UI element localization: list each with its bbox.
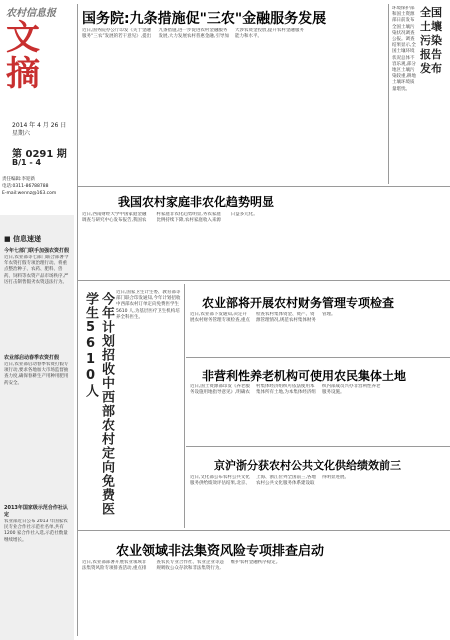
issue-number: 第 0291 期	[12, 149, 67, 160]
sidebar-item-title: 今年七部门联手加强农资打假	[4, 248, 70, 254]
issue-weekday: 星期六	[12, 130, 31, 137]
contact-line: 责任编辑:李迎新	[2, 177, 36, 182]
sidebar-item	[4, 505, 70, 639]
sidebar-item-text: 近日,农业部启动春季农资打假专项行动,要求各地加大市场监督抽查力度,确保春耕生产用种用肥用药安全。	[4, 362, 69, 386]
contact-line: E-mail:wennz@163.com	[2, 191, 57, 196]
article-body: 近日,国土资源部印发《养老服务设施用地指导意见》,明确农村集体经济组织可依法使用本集体所有土地,为本集体经济组织内部成员兴办非营利性养老服务设施。	[190, 384, 381, 396]
article-headline: 农业部将开展农村财务管理专项检查	[202, 296, 395, 310]
article-body: 近日,农业部部署开展农业领域非法集资风险专项排查活动,重点排查农民专业合作社、农业企业等违规吸收公众存款和非法集资行为,维护农村金融秩序稳定。	[82, 560, 281, 572]
lead-body: 近日,国务院办公厅印发《关于金融服务“三农”发展的若干意见》,提出九条措施,进一步促进农村金融服务发展,大力发展农村普惠金融,引导加大涉农资金投放,提升农村金融服务能力和水平。	[82, 28, 304, 40]
divider	[186, 446, 450, 447]
paper-name: 农村信息报	[6, 8, 56, 19]
divider	[77, 4, 78, 636]
contact-line: 电话:0311-86788788	[2, 184, 49, 189]
sidebar-item	[4, 248, 70, 350]
article-headline: 我国农村家庭非农化趋势明显	[118, 195, 275, 209]
divider	[184, 284, 185, 528]
sidebar-item-text: 近日,农业部等七部门联合部署今年农资打假专项治理行动。将重点整治种子、农药、肥料、兽药、饲料等农资产品市场秩序,严厉打击制售假劣农资违法行为。	[4, 255, 69, 285]
issue-date: 2014 年 4 月 26 日	[12, 122, 67, 129]
article-body: 近日,文化部公布农村公共文化服务供给绩效评估结果,北京、上海、浙江位列全国前三,各地农村公共文化服务体系建设取得明显进展。	[190, 475, 349, 487]
article-headline: 京沪浙分获农村公共文化供给绩效前三	[214, 459, 401, 472]
sidebar-item	[4, 355, 70, 492]
sidebar-item-title: 2013年国家级示范合作社认定	[4, 505, 68, 518]
right-column-body: 环境保护部和国土资源部日前发布全国土壤污染状况调查公报。调查结果显示,全国土壤环境状况总体不容乐观,部分地区土壤污染较重,耕地土壤环境质量堪忧。	[392, 6, 416, 92]
right-column-title: 全国土壤污染报告发布	[420, 6, 442, 75]
sidebar-header: ■ 信息速递	[4, 235, 42, 243]
section-title: 文摘	[6, 18, 40, 94]
article-body: 近日,西南财经大学中国家庭金融调查与研究中心发布报告,我国农村家庭非农化趋势明显,务农家庭比例持续下降,农村家庭收入来源日益多元化。	[82, 212, 258, 224]
divider	[388, 4, 389, 184]
sidebar-item-title: 农业部启动春季农资打假	[4, 355, 60, 361]
masthead-logo	[6, 20, 72, 120]
vertical-feature-body: 近日,国家卫生计生委、教育部等部门联合印发通知,今年计划招收中西部农村订单定向免费医学生 5610 人,为基层医疗卫生机构培养全科医生。	[116, 290, 181, 320]
divider	[186, 357, 450, 358]
divider	[78, 186, 450, 187]
article-body: 近日,农业部下发通知,决定开展农村财务管理专项检查,重点检查农村集体资金、资产、资源管理情况,规范农村集体财务管理。	[190, 312, 336, 324]
contact-block	[2, 176, 72, 197]
sidebar-item-text: 农业部近日公布 2013 年国家农民专业合作社示范社名单,共有 1200 家合作社入选,示范社数量继续增长。	[4, 519, 68, 543]
divider	[78, 530, 450, 531]
article-headline: 农业领域非法集资风险专项排查启动	[116, 544, 325, 559]
divider	[78, 280, 450, 281]
page-range: B/1 - 4	[12, 158, 42, 167]
lead-headline: 国务院:九条措施促"三农"金融服务发展	[82, 11, 327, 27]
vertical-feature-headline: 今年计划招收中西部农村定向免费医学生5610人	[83, 292, 114, 516]
article-headline: 非营利性养老机构可使用农民集体土地	[202, 369, 407, 383]
